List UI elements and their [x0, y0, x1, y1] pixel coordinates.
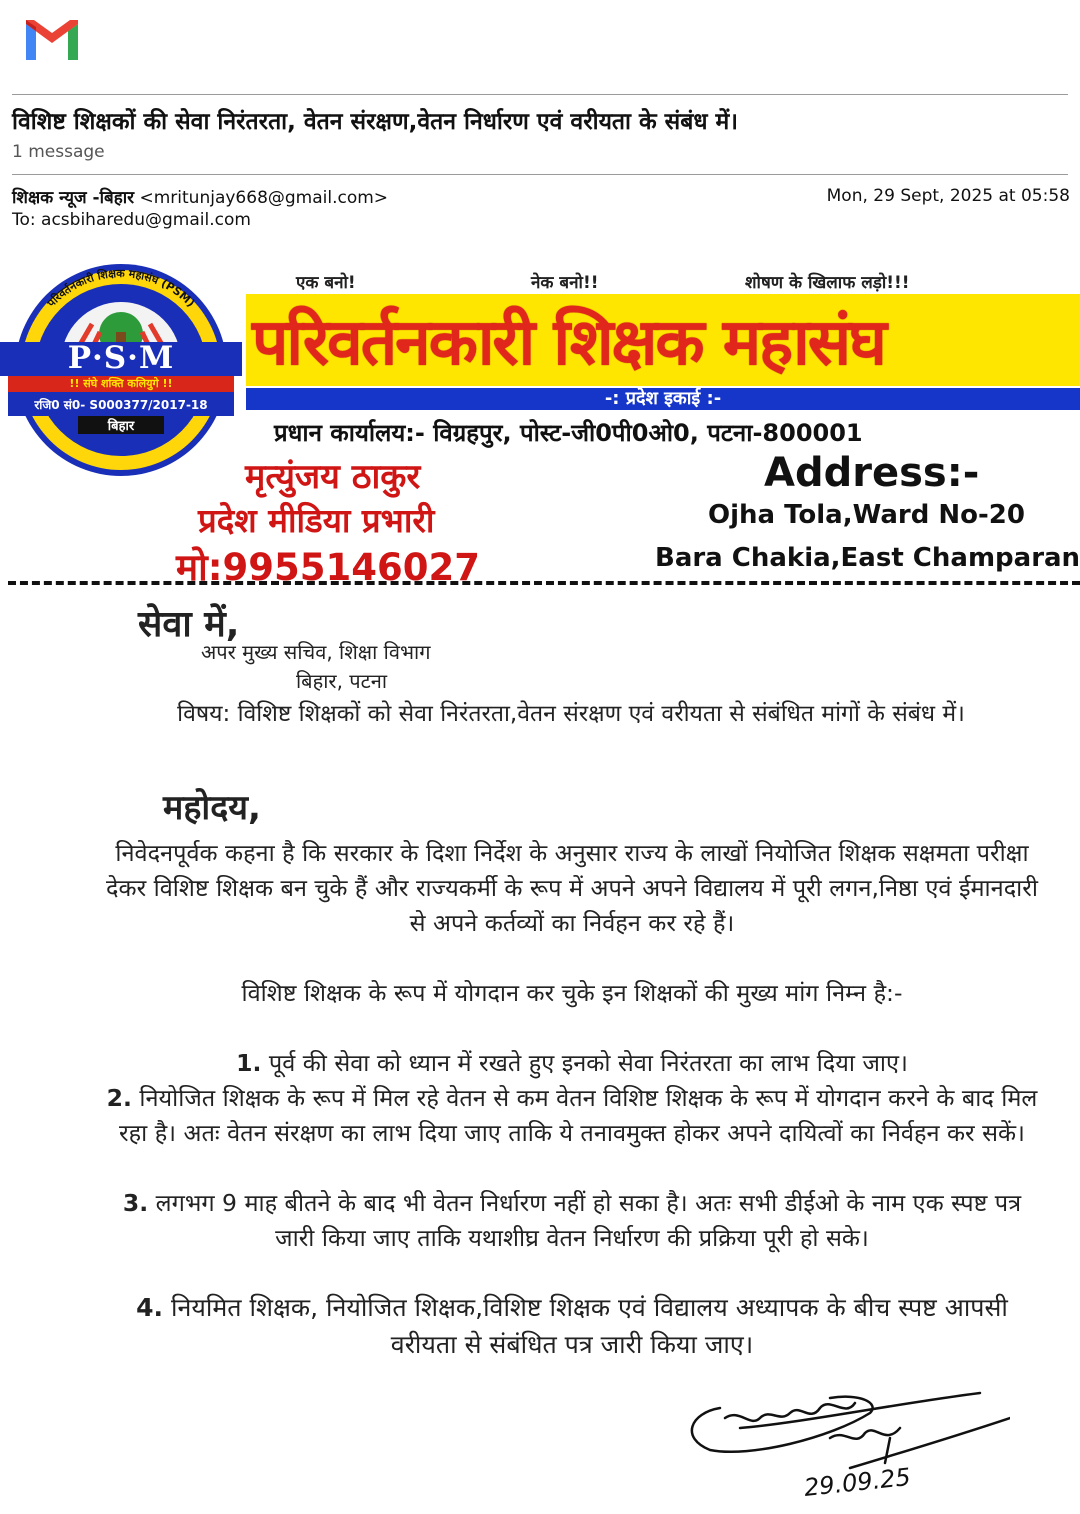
org-title: परिवर्तनकारी शिक्षक महासंघ: [252, 306, 885, 380]
thread-divider: [12, 174, 1068, 175]
demand-point-1: [100, 1046, 1044, 1081]
demand-point-4: [100, 1289, 1044, 1363]
point-number: 1.: [236, 1049, 262, 1077]
recipient-line-2: बिहार, पटना: [296, 669, 388, 693]
salutation-to: सेवा में,: [138, 604, 240, 645]
sender-email: <mritunjay668@gmail.com>: [139, 188, 389, 208]
sender-line[interactable]: [12, 185, 388, 208]
point-text: नियोजित शिक्षक के रूप में मिल रहे वेतन से कम वेतन विशिष्ट शिक्षक के रूप में योगदान करने के बाद मिल रहा है। अतः वेतन संरक्षण का लाभ दिया जाए ताकि ये तनावमुक्त होकर अपने दायित्वों का निर्वहन कर सकें।: [119, 1084, 1038, 1147]
demand-point-2: [100, 1081, 1044, 1151]
logo-ring-text: परिवर्तनकारी शिक्षक महासंघ (PSM): [44, 266, 198, 310]
greeting: महोदय,: [163, 788, 261, 828]
logo-motto: !! संघे शक्ति कलियुगे !!: [69, 377, 173, 390]
point-number: 2.: [106, 1084, 132, 1112]
unit-label: -: प्रदेश इकाई :-: [604, 388, 722, 409]
head-office: प्रधान कार्यालय:- विग्रहपुर, पोस्ट-जी0पी0ओ0, पटना-800001: [274, 419, 863, 447]
address-line-2: Bara Chakia,East Champaran: [655, 543, 1080, 573]
address-heading: Address:-: [764, 450, 980, 496]
gmail-logo-icon: [22, 16, 82, 62]
slogan-2: नेक बनो!!: [531, 273, 599, 293]
address-line-1: Ojha Tola,Ward No-20: [708, 500, 1025, 530]
demand-point-3: [100, 1186, 1044, 1256]
recipient-line-1: अपर मुख्य सचिव, शिक्षा विभाग: [201, 640, 431, 664]
logo-state: बिहार: [107, 419, 135, 434]
member-mobile: मो:9955146027: [176, 546, 480, 589]
psm-logo: [0, 262, 242, 480]
signature-icon: [680, 1378, 1010, 1508]
point-text: लगभग 9 माह बीतने के बाद भी वेतन निर्धारण नहीं हो सका है। अतः सभी डीईओ के नाम एक स्पष्ट पत्र जारी किया जाए ताकि यथाशीघ्र वेतन निर्धारण की प्रक्रिया पूरी हो सके।: [155, 1189, 1022, 1252]
point-text: पूर्व की सेवा को ध्यान में रखते हुए इनको सेवा निरंतरता का लाभ दिया जाए।: [268, 1049, 908, 1077]
letter-subject: विषय: विशिष्ट शिक्षकों को सेवा निरंतरता,वेतन संरक्षण एवं वरीयता से संबंधित मांगों के संबंध में।: [177, 701, 965, 727]
recipient-line: To: acsbiharedu@gmail.com: [12, 210, 251, 230]
signature-date: 29.09.25: [802, 1462, 912, 1502]
slogan-1: एक बनो!: [296, 273, 356, 293]
email-subject: विशिष्ट शिक्षकों की सेवा निरंतरता, वेतन संरक्षण,वेतन निर्धारण एवं वरीयता के संबंध में।: [12, 109, 738, 135]
sender-name: शिक्षक न्यूज -बिहार: [12, 188, 135, 208]
member-name: मृत्युंजय ठाकुर: [245, 457, 421, 497]
intro-paragraph: निवेदनपूर्वक कहना है कि सरकार के दिशा निर्देश के अनुसार राज्य के लाखों नियोजित शिक्षक सक्षमता परीक्षा देकर विशिष्ट शिक्षक बन चुके हैं और राज्यकर्मी के रूप में अपने अपने विद्यालय में पूरी लगन,निष्ठा एवं ईमानदारी से अपने कर्तव्यों का निर्वहन कर रहे हैं।: [106, 839, 1038, 937]
point-number: 4.: [136, 1293, 164, 1322]
point-text: नियमित शिक्षक, नियोजित शिक्षक,विशिष्ट शिक्षक एवं विद्यालय अध्यापक के बीच स्पष्ट आपसी वरीयता से संबंधित पत्र जारी किया जाए।: [171, 1293, 1008, 1359]
header-divider: [12, 94, 1068, 95]
svg-text:परिवर्तनकारी शिक्षक महासंघ (PS: [44, 267, 197, 311]
message-count: 1 message: [12, 142, 105, 162]
logo-reg-no: रजि0 सं0- S000377/2017-18: [34, 398, 208, 412]
demands-intro: विशिष्ट शिक्षक के रूप में योगदान कर चुके इन शिक्षकों की मुख्य मांग निम्न है:-: [241, 979, 903, 1007]
logo-acronym: P·S·M: [67, 340, 175, 376]
point-number: 3.: [122, 1189, 149, 1217]
letterhead-dashed-divider: [8, 581, 1080, 585]
slogan-3: शोषण के खिलाफ लड़ो!!!: [745, 273, 910, 293]
member-role: प्रदेश मीडिया प्रभारी: [198, 501, 435, 540]
email-date: Mon, 29 Sept, 2025 at 05:58: [826, 186, 1070, 206]
